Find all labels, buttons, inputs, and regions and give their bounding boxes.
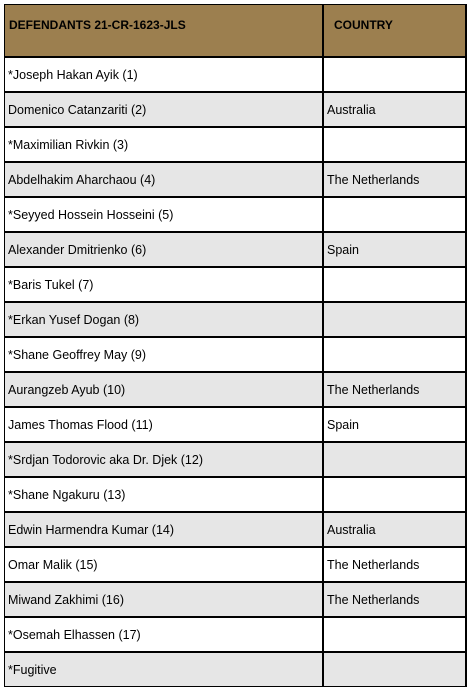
defendants-table xyxy=(4,4,467,687)
country-cell xyxy=(324,653,465,686)
defendant-name-cell: *Maximilian Rivkin (3) xyxy=(5,128,322,161)
table-row xyxy=(5,513,466,546)
defendant-name-cell: *Baris Tukel (7) xyxy=(5,268,322,301)
country-column-header: COUNTRY xyxy=(324,5,465,56)
country-cell: The Netherlands xyxy=(324,373,465,406)
table-row xyxy=(5,478,466,511)
country-cell xyxy=(324,58,465,91)
table-row xyxy=(5,408,466,441)
country-cell xyxy=(324,268,465,301)
defendants-column-header: DEFENDANTS 21-CR-1623-JLS xyxy=(5,5,322,56)
defendant-name-cell: *Erkan Yusef Dogan (8) xyxy=(5,303,322,336)
table-row xyxy=(5,618,466,651)
country-cell: Spain xyxy=(324,233,465,266)
table-header-row xyxy=(5,5,466,56)
table-row xyxy=(5,198,466,231)
table-row xyxy=(5,303,466,336)
defendant-name-cell: Alexander Dmitrienko (6) xyxy=(5,233,322,266)
country-cell xyxy=(324,478,465,511)
country-cell xyxy=(324,303,465,336)
defendant-name-cell: *Seyyed Hossein Hosseini (5) xyxy=(5,198,322,231)
defendant-name-cell: *Osemah Elhassen (17) xyxy=(5,618,322,651)
table-row xyxy=(5,58,466,91)
table-row xyxy=(5,128,466,161)
defendant-name-cell: *Joseph Hakan Ayik (1) xyxy=(5,58,322,91)
country-cell: The Netherlands xyxy=(324,583,465,616)
country-cell: The Netherlands xyxy=(324,548,465,581)
country-cell: Australia xyxy=(324,513,465,546)
country-cell xyxy=(324,338,465,371)
country-cell xyxy=(324,443,465,476)
country-cell: Spain xyxy=(324,408,465,441)
defendant-name-cell: James Thomas Flood (11) xyxy=(5,408,322,441)
table-row xyxy=(5,233,466,266)
defendant-name-cell: *Shane Geoffrey May (9) xyxy=(5,338,322,371)
table-row xyxy=(5,338,466,371)
table-row xyxy=(5,653,466,686)
table-row xyxy=(5,443,466,476)
defendant-name-cell: *Shane Ngakuru (13) xyxy=(5,478,322,511)
defendant-name-cell: *Fugitive xyxy=(5,653,322,686)
country-cell: The Netherlands xyxy=(324,163,465,196)
table-row xyxy=(5,163,466,196)
country-cell xyxy=(324,618,465,651)
defendant-name-cell: Miwand Zakhimi (16) xyxy=(5,583,322,616)
defendant-name-cell: Edwin Harmendra Kumar (14) xyxy=(5,513,322,546)
table-row xyxy=(5,268,466,301)
defendant-name-cell: Omar Malik (15) xyxy=(5,548,322,581)
table-row xyxy=(5,373,466,406)
table-row xyxy=(5,548,466,581)
defendant-name-cell: Abdelhakim Aharchaou (4) xyxy=(5,163,322,196)
table-row xyxy=(5,93,466,126)
defendant-name-cell: Aurangzeb Ayub (10) xyxy=(5,373,322,406)
country-cell: Australia xyxy=(324,93,465,126)
country-cell xyxy=(324,198,465,231)
table-row xyxy=(5,583,466,616)
defendant-name-cell: Domenico Catanzariti (2) xyxy=(5,93,322,126)
defendant-name-cell: *Srdjan Todorovic aka Dr. Djek (12) xyxy=(5,443,322,476)
country-cell xyxy=(324,128,465,161)
